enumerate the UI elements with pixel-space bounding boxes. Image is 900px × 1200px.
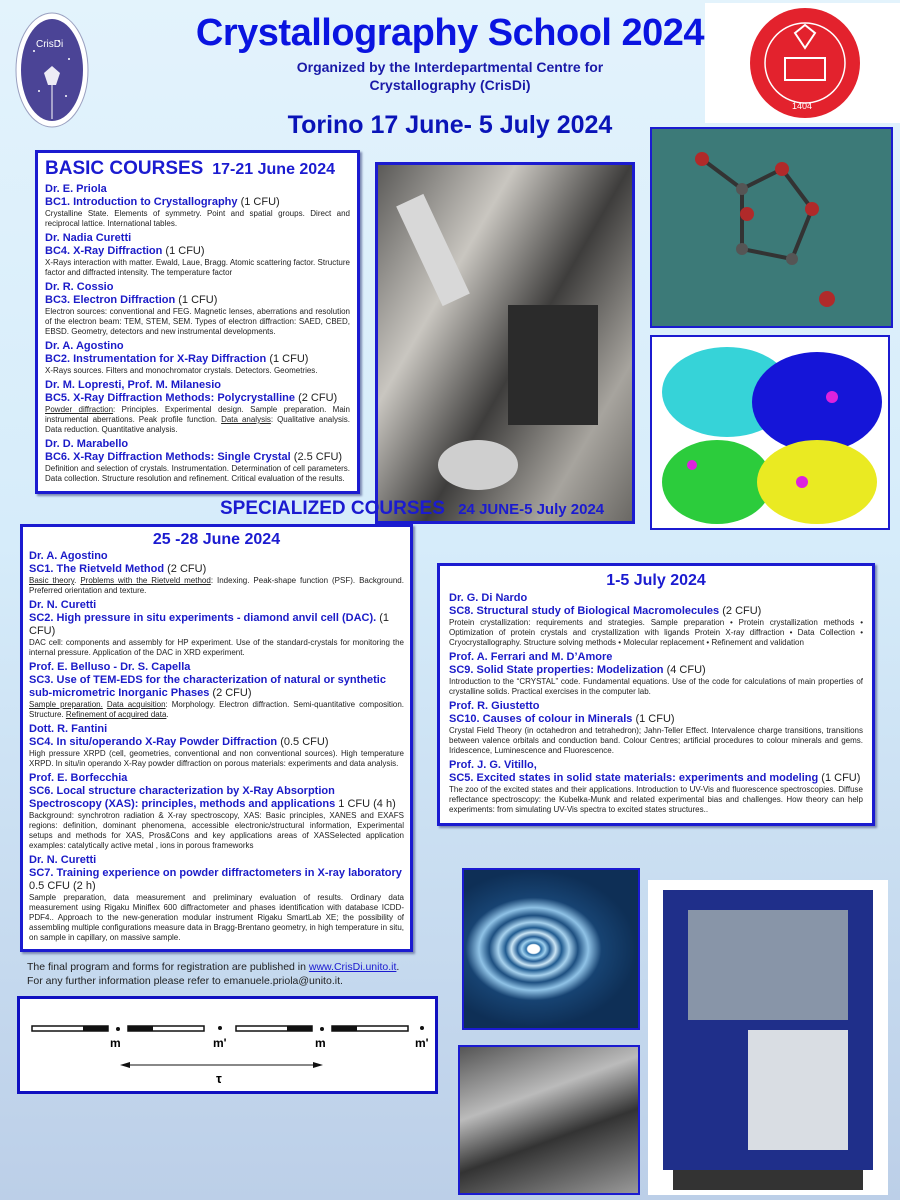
basic-course-list [45, 183, 350, 484]
crisdi-website-link[interactable]: www.CrisDi.unito.it [308, 961, 397, 973]
crisdi-logo-name: CrisDi [36, 39, 64, 50]
course-instructor: Dott. R. Fantini [29, 723, 108, 735]
course-cfu: (1 CFU) [240, 196, 280, 208]
description-segment: . [74, 576, 81, 585]
course-cfu: (2 CFU) [722, 605, 762, 617]
course-cfu: (1 CFU) [29, 612, 390, 637]
sample-holder-photo [458, 1045, 640, 1195]
course-title-line [45, 353, 350, 366]
description-segment: Problems with the Rietveld method [80, 576, 211, 585]
course-cfu: (1 CFU) [635, 713, 675, 725]
school-dates: Torino 17 June- 5 July 2024 [287, 111, 613, 139]
description-segment: Definition and selection of crystals. Instrumentation. Determination of cell parameters. Data collection. Structure resolution and refinement. Critical evaluation of the results. [45, 464, 350, 483]
course-description [45, 366, 350, 376]
course-instructor: Dr. D. Marabello [45, 438, 129, 450]
course-description [29, 811, 404, 851]
course-instructor: Dr. N. Curetti [29, 599, 97, 611]
week2-dates: 1-5 July 2024 [606, 572, 706, 589]
week2-course-list [449, 592, 863, 815]
course-description [45, 464, 350, 484]
course-title: SC3. Use of TEM-EDS for the characterization of natural or synthetic sub-micrometric Inorganic Phases [29, 674, 386, 699]
course-title: SC9. Solid State properties: Modelization [449, 664, 664, 676]
course-title-line [29, 563, 404, 576]
course-item [449, 592, 863, 648]
course-title-line [45, 294, 350, 307]
description-segment: Data analysis [221, 415, 271, 424]
course-item [29, 599, 404, 658]
course-title-line [29, 612, 404, 638]
molecule-image [650, 127, 893, 328]
course-item [45, 232, 350, 278]
course-title-line [449, 772, 863, 785]
course-item [45, 379, 350, 435]
course-title: SC10. Causes of colour in Minerals [449, 713, 633, 725]
course-cfu: (1 CFU) [821, 772, 861, 784]
description-segment: Powder diffraction [45, 405, 114, 414]
basic-heading-text: BASIC COURSES [45, 158, 204, 179]
description-segment: : Indexing. Peak-shape function (PSF). Background. Preferred orientation and texture. [29, 576, 404, 595]
description-segment: Refinement of acquired data [65, 710, 167, 719]
footer-line1-text: The final program and forms for registration are published in [27, 961, 309, 973]
description-segment: X-Rays sources. Filters and monochromator crystals. Detectors. Geometries. [45, 366, 318, 375]
course-title: SC1. The Rietveld Method [29, 563, 165, 575]
week1-dates: 25 -28 June 2024 [152, 531, 281, 548]
course-item [29, 854, 404, 943]
course-description [449, 785, 863, 815]
subtitle-line-1: Organized by the Interdepartmental Centre for [296, 59, 604, 75]
course-item [29, 723, 404, 769]
course-description [45, 307, 350, 337]
course-title-line [45, 196, 350, 209]
course-description [45, 209, 350, 229]
course-title-line [45, 451, 350, 464]
course-cfu: (0.5 CFU) [280, 736, 329, 748]
description-segment: High pressure XRPD (cell, geometries, conventional and non conventional sources). High temperature XRPD. In situ/in operando X-Ray powder diffraction on porous materials: experiments and data analysis. [29, 749, 404, 768]
course-instructor: Prof. J. G. Vitillo, [449, 759, 537, 771]
course-item [29, 550, 404, 596]
specialized-heading [220, 498, 640, 521]
description-segment: : Principles. Experimental design. Sample preparation. Main instrumental aberrations. Peak profile function. [45, 405, 350, 424]
course-title-line [29, 867, 404, 893]
course-cfu: 0.5 CFU (2 h) [29, 880, 96, 892]
description-segment: Basic theory [29, 576, 75, 585]
diagram-label-m-2: m [315, 1036, 326, 1050]
description-segment: : Qualitative analysis. Data reduction. Quantitative analysis. [45, 415, 350, 434]
course-cfu: (1 CFU) [165, 245, 205, 257]
description-segment: DAC cell: components and assembly for HP experiment. Use of the standard-crystals for monitoring the internal pressure. Application of the DAC in XRD experiment. [29, 638, 404, 657]
course-title: BC2. Instrumentation for X-Ray Diffraction [45, 353, 267, 365]
course-title: SC8. Structural study of Biological Macromolecules [449, 605, 720, 617]
basic-courses-heading [45, 158, 350, 181]
course-description [29, 749, 404, 769]
course-item [45, 183, 350, 229]
course-title-line [449, 664, 863, 677]
description-segment: . [166, 710, 169, 719]
diagram-label-mprime-1: m' [213, 1036, 227, 1050]
protein-structure-image [650, 335, 890, 530]
course-title-line [449, 605, 863, 618]
course-cfu: (1 CFU) [269, 353, 309, 365]
subtitle-line-2: Crystallography (CrisDi) [369, 77, 531, 93]
course-title: SC7. Training experience on powder diffractometers in X-ray laboratory [29, 867, 402, 879]
specialized-week1-panel [20, 524, 413, 952]
course-cfu: (2.5 CFU) [293, 451, 343, 463]
course-title-line [45, 245, 350, 258]
course-description [29, 576, 404, 596]
description-segment: Crystal Field Theory (in octahedron and tetrahedron); Jahn-Teller Effect. Intervalence charge transitions, transitions between valence orbitals and conduction band. Colour Centres; artificial procedures to colour minerals and gems. Iridescence, Luminescence and Fluorescence. [449, 726, 863, 755]
course-instructor: Prof. E. Belluso - Dr. S. Capella [29, 661, 191, 673]
course-instructor: Dr. G. Di Nardo [449, 592, 528, 604]
course-instructor: Dr. N. Curetti [29, 854, 97, 866]
course-item [449, 651, 863, 697]
course-item [449, 759, 863, 815]
course-item [449, 700, 863, 756]
course-cfu: (1 CFU) [178, 294, 218, 306]
basic-courses-panel [35, 150, 360, 494]
description-segment: Crystalline State. Elements of symmetry. Point and spatial groups. Direct and reciprocal lattice. International tables. [45, 209, 350, 228]
course-description [45, 405, 350, 435]
footer-line-1 [27, 960, 413, 974]
description-segment: Sample preparation, data measurement and preliminary evaluation of results. Ordinary data measurement using Rigaku Miniflex 600 diffractometer and phases identification with database ICDD-PDF4.. Approach to the new-generation modular instrument Rigaku SmartLab XE; the possibility of assembling multiple configurations measure data in Bragg-Brentano geometry, in high temperature in situ, on sample in capillary, on massive sample. [29, 893, 404, 942]
footer-info [27, 960, 413, 988]
description-segment: The zoo of the excited states and their applications. Introduction to UV-Vis and fluorescence spectroscopies. Diffuse reflectance spectroscopy: the Kubelka-Munk and related experimental bias and challenges. How theory can help experiments: from simulating UV-Vis spectra to excited states structures.. [449, 785, 863, 814]
week1-course-list [29, 550, 404, 943]
diffractometer-photo [375, 162, 635, 524]
course-cfu: (2 CFU) [167, 563, 207, 575]
course-title-line [449, 713, 863, 726]
specialized-week2-panel [437, 563, 875, 826]
course-item [45, 281, 350, 337]
course-title-line [29, 674, 404, 700]
description-segment: Background: synchrotron radiation & X-ray spectroscopy, XAS: Basic principles, XANES and EXAFS regions: definition, dominant phenomena, accessible electronic/structural information, Experimental setups and methods for XAS, Pros&Cons and key applications areas of XASSelected application examples: catalytically active metal , ions in porous frameworks [29, 811, 404, 850]
course-item [45, 340, 350, 376]
description-segment: Introduction to the “CRYSTAL” code. Fundamental equations. Use of the code for calculations of main properties of crystalline solids. Practical exercises in the computer lab. [449, 677, 863, 696]
course-description [449, 677, 863, 697]
course-title: BC6. X-Ray Diffraction Methods: Single Crystal [45, 451, 291, 463]
specialized-heading-text: SPECIALIZED COURSES [220, 498, 445, 519]
symmetry-diagram-graphic [20, 999, 435, 1091]
course-instructor: Dr. A. Agostino [45, 340, 124, 352]
course-instructor: Prof. A. Ferrari and M. D’Amore [449, 651, 613, 663]
course-description [449, 726, 863, 756]
course-item [29, 661, 404, 720]
course-title: SC4. In situ/operando X-Ray Powder Diffraction [29, 736, 278, 748]
course-instructor: Prof. R. Giustetto [449, 700, 540, 712]
description-segment: Data acquisition [106, 700, 166, 709]
course-title: SC2. High pressure in situ experiments - diamond anvil cell (DAC). [29, 612, 377, 624]
course-description [449, 618, 863, 648]
specialized-dates: 24 JUNE-5 July 2024 [458, 501, 605, 518]
course-title: BC4. X-Ray Diffraction [45, 245, 163, 257]
course-title-line [29, 736, 404, 749]
course-title: SC5. Excited states in solid state materials: experiments and modeling [449, 772, 819, 784]
course-instructor: Dr. Nadia Curetti [45, 232, 132, 244]
description-segment: X-Rays interaction with matter. Ewald, Laue, Bragg. Atomic scattering factor. Structure factor and diffracted intensity. The temperature factor [45, 258, 350, 277]
description-segment: : Morphology. Electron diffraction. Semi-quantitative composition. Structure. [29, 700, 405, 719]
course-instructor: Dr. A. Agostino [29, 550, 108, 562]
diagram-translation-label: τ [216, 1071, 222, 1086]
course-title-line [45, 392, 350, 405]
course-cfu: (2 CFU) [212, 687, 252, 699]
unito-year: 1404 [792, 101, 813, 111]
course-instructor: Dr. M. Lopresti, Prof. M. Milanesio [45, 379, 222, 391]
description-segment: Electron sources: conventional and FEG. Magnetic lenses, aberrations and resolution of the electron beam: TEM, STEM, SEM. Types of electron diffraction: SAED, CBED, EBSD. Geometry, detectors and new instrumental developments. [45, 307, 350, 336]
course-cfu: (2 CFU) [298, 392, 338, 404]
course-cfu: (4 CFU) [666, 664, 706, 676]
course-title: BC3. Electron Diffraction [45, 294, 176, 306]
description-segment: Sample preparation. [29, 700, 103, 709]
course-description [29, 638, 404, 658]
course-instructor: Dr. E. Priola [45, 183, 107, 195]
crisdi-logo [14, 11, 90, 129]
organizer-subtitle [240, 58, 660, 94]
course-title: BC1. Introduction to Crystallography [45, 196, 238, 208]
course-instructor: Prof. E. Borfecchia [29, 772, 128, 784]
course-title: SC6. Local structure characterization by X-Ray Absorption Spectroscopy (XAS): principles, methods and applications [29, 785, 336, 810]
course-description [29, 700, 404, 720]
footer-line-2: For any further information please refer to emanuele.priola@unito.it. [27, 975, 343, 987]
unito-logo [705, 3, 900, 123]
diagram-label-mprime-2: m' [415, 1036, 429, 1050]
course-item [29, 772, 404, 851]
diagram-label-m-1: m [110, 1036, 121, 1050]
course-item [45, 438, 350, 484]
course-instructor: Dr. R. Cossio [45, 281, 114, 293]
footer-line1-suffix: . [396, 961, 400, 973]
course-title: BC5. X-Ray Diffraction Methods: Polycrystalline [45, 392, 295, 404]
symmetry-diagram [17, 996, 438, 1094]
description-segment: Protein crystallization: requirements and strategies. Sample preparation • Protein crystallization methods • Optimization of protein crystals and crystallization with ligands Protein X-ray diffraction • Data Collection • Cryocrystallography. Structure solving methods • Molecular replacement • Refinement and validation [449, 618, 863, 647]
course-description [45, 258, 350, 278]
diffraction-rings-image [462, 868, 640, 1030]
basic-dates: 17-21 June 2024 [212, 161, 335, 178]
smartlab-photo [648, 880, 888, 1195]
page-title: Crystallography School 2024 [195, 12, 705, 54]
course-description [29, 893, 404, 943]
course-title-line [29, 785, 404, 811]
course-cfu: 1 CFU (4 h) [338, 798, 396, 810]
